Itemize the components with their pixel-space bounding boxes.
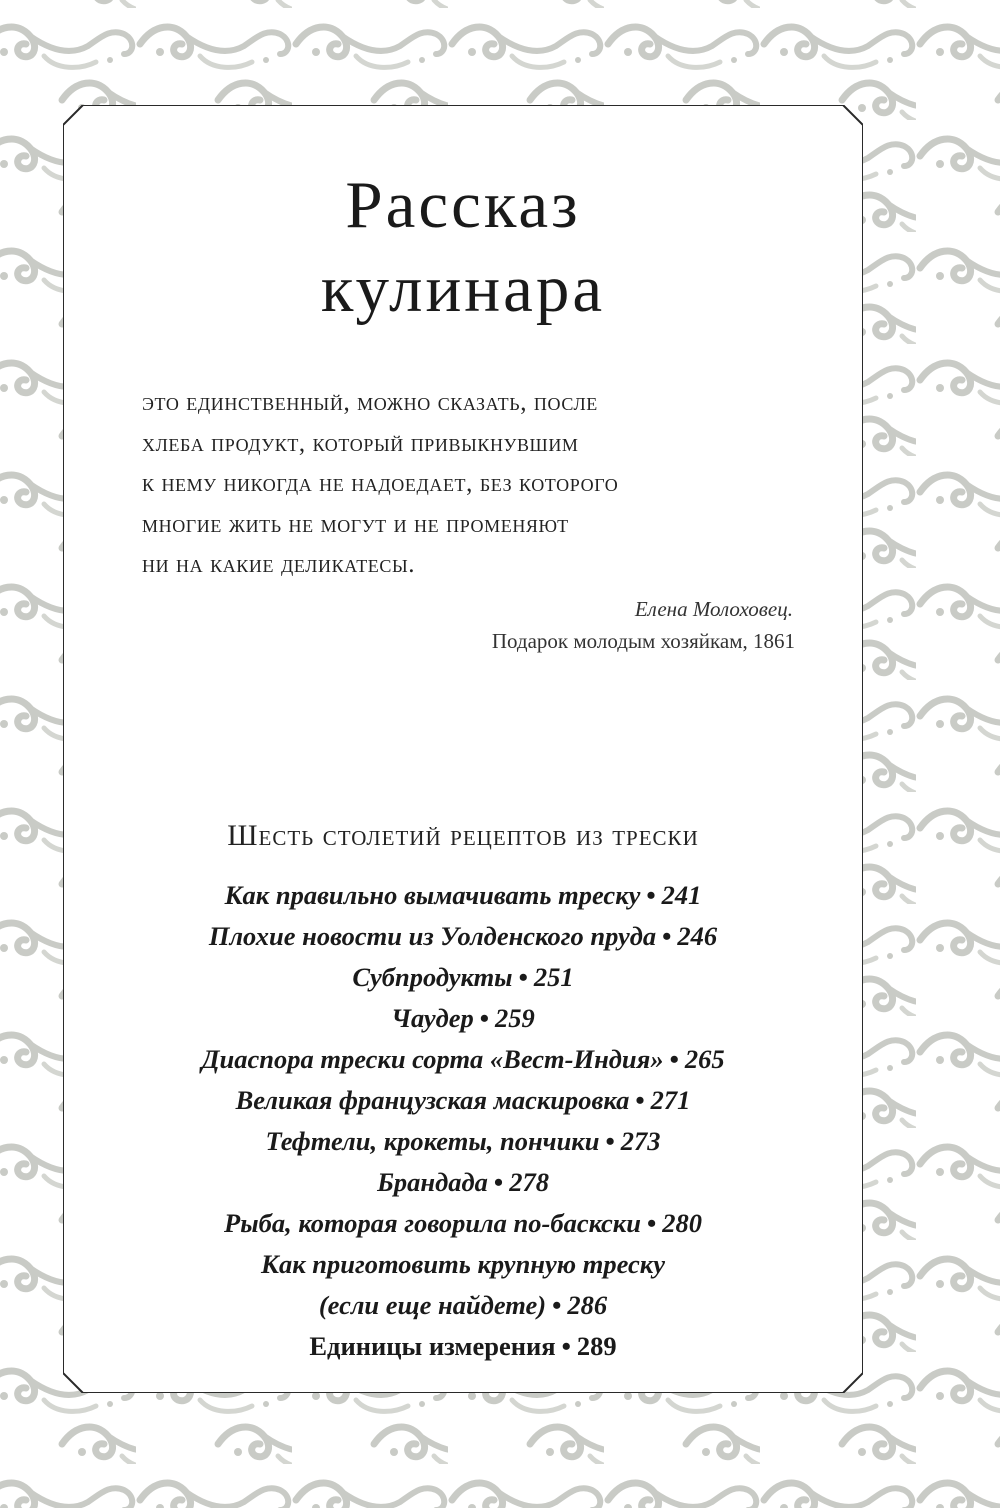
toc-entry-title: Рыба, которая говорила по-баскски	[224, 1208, 641, 1238]
title-line-1: Рассказ	[345, 168, 581, 242]
toc-entry[interactable]	[63, 1162, 863, 1203]
toc-entry-title: Субпродукты	[352, 962, 513, 992]
epigraph	[142, 383, 822, 586]
toc-entry[interactable]	[63, 957, 863, 998]
epigraph-author: Елена Молоховец.	[634, 597, 793, 621]
toc-separator: •	[479, 1003, 490, 1033]
epigraph-line: к нему никогда не надоедает, без которого	[142, 470, 619, 497]
toc-entry-title: Как приготовить крупную треску	[261, 1249, 665, 1279]
toc-entry-page: 241	[661, 880, 702, 910]
toc-entry-page: 271	[650, 1085, 691, 1115]
toc-separator: •	[561, 1331, 571, 1361]
page-content	[63, 105, 863, 1393]
epigraph-line: это единственный, можно сказать, после	[142, 389, 598, 416]
toc-entry[interactable]	[63, 1285, 863, 1326]
toc-entry-page: 259	[495, 1003, 535, 1033]
toc-entry-page: 278	[509, 1167, 549, 1197]
toc-separator: •	[662, 921, 672, 951]
page-title	[63, 163, 863, 331]
toc-separator: •	[605, 1126, 615, 1156]
toc-entry-page: 286	[567, 1290, 608, 1320]
toc-entry-title: Чаудер	[391, 1003, 474, 1033]
toc-entry[interactable]	[63, 1080, 863, 1121]
toc-heading: Шесть столетий рецептов из трески	[227, 819, 699, 852]
toc-entry-title: Тефтели, крокеты, пончики	[265, 1126, 600, 1156]
toc-entry[interactable]	[63, 998, 863, 1039]
toc-entry[interactable]	[63, 1244, 863, 1285]
toc-entry-title: Плохие новости из Уолденского пруда	[208, 921, 657, 951]
toc-separator: •	[552, 1290, 562, 1320]
toc-entry[interactable]	[63, 875, 863, 916]
toc-entry[interactable]	[63, 1039, 863, 1080]
epigraph-source: Подарок молодым хозяйкам, 1861	[491, 629, 795, 653]
toc-entry-page: 265	[684, 1044, 725, 1074]
title-line-2: кулинара	[320, 252, 606, 326]
toc-separator: •	[646, 1208, 657, 1238]
toc-entry-page: 273	[620, 1126, 661, 1156]
toc-entry-title: Единицы измерения	[309, 1331, 556, 1361]
toc-entry-page: 246	[677, 921, 718, 951]
toc-separator: •	[493, 1167, 504, 1197]
toc-entry-page: 251	[533, 962, 574, 992]
toc-entry-title: Диаспора трески сорта «Вест-Индия»	[201, 1044, 664, 1074]
toc-separator: •	[646, 880, 656, 910]
toc-entry[interactable]	[63, 1326, 863, 1367]
toc-separator: •	[635, 1085, 645, 1115]
toc-entry[interactable]	[63, 1203, 863, 1244]
toc-entry-title: Великая французская маскировка	[235, 1085, 630, 1115]
toc-entry-page: 280	[662, 1208, 702, 1238]
epigraph-line: хлеба продукт, который привыкнувшим	[142, 429, 579, 457]
toc-separator: •	[669, 1044, 679, 1074]
toc-entry[interactable]	[63, 1121, 863, 1162]
epigraph-line: многие жить не могут и не променяют	[142, 510, 569, 538]
toc-entry[interactable]	[63, 916, 863, 957]
epigraph-line: ни на какие деликатесы.	[142, 551, 416, 578]
table-of-contents	[63, 875, 863, 1367]
toc-separator: •	[518, 962, 528, 992]
toc-entry-page: 289	[576, 1331, 617, 1361]
toc-entry-title: Как правильно вымачивать треску	[224, 880, 641, 910]
toc-entry-title: (если еще найдете)	[318, 1290, 547, 1320]
toc-entry-title: Брандада	[377, 1167, 488, 1197]
